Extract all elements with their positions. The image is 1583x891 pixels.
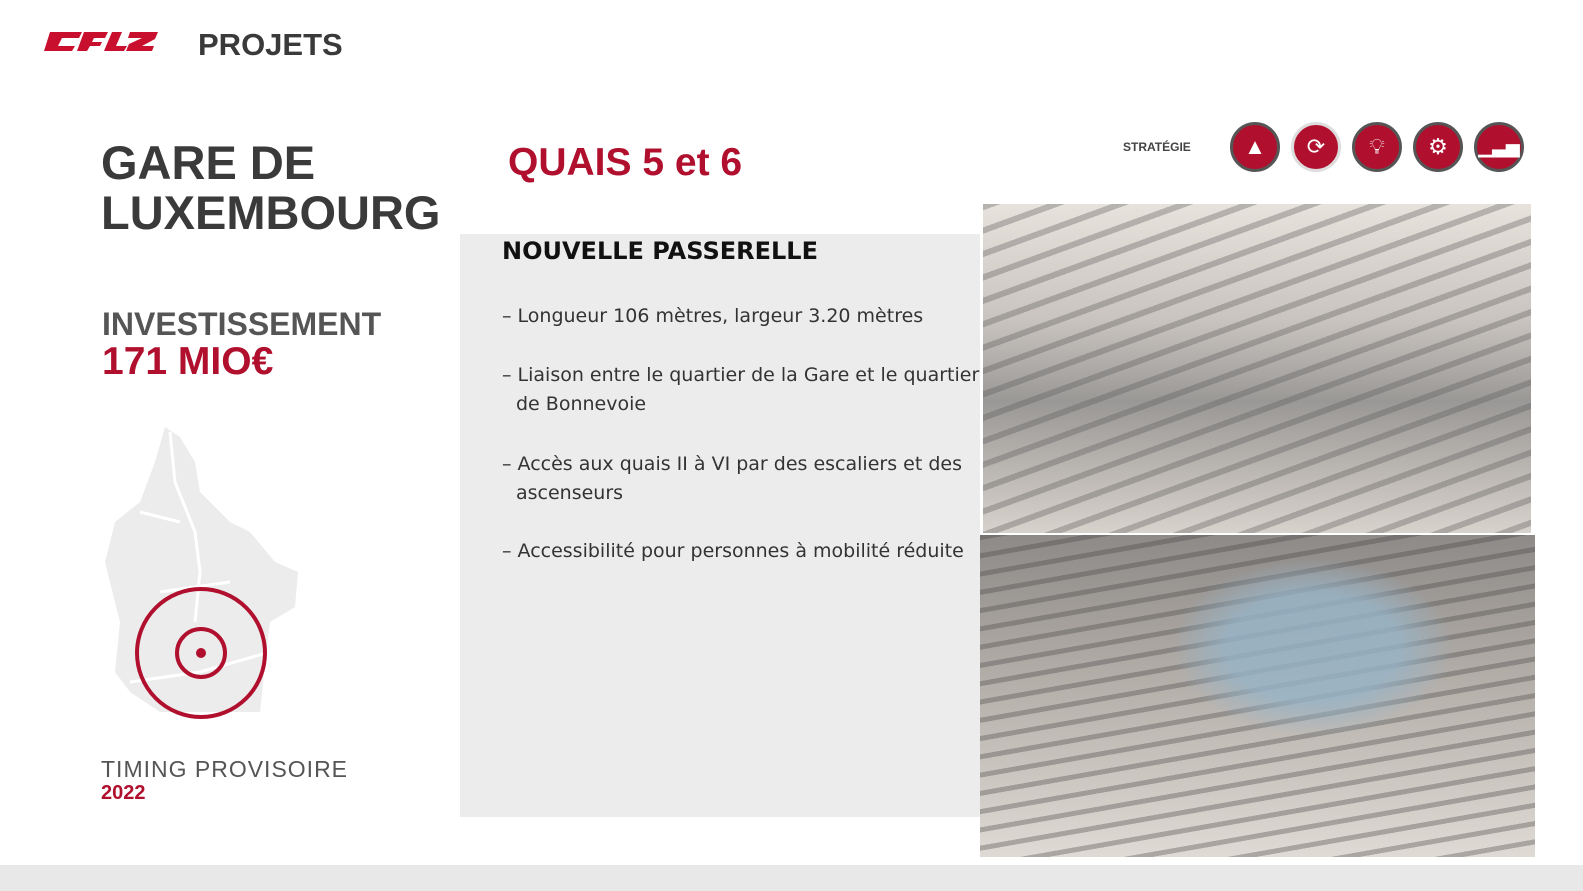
- strategy-label: STRATÉGIE: [1123, 140, 1191, 154]
- luxembourg-map: [100, 422, 305, 722]
- lightbulb-icon: 💡︎: [1352, 122, 1402, 172]
- footbridge-aerial-render: [983, 204, 1531, 533]
- cfl-logo: [42, 30, 160, 52]
- footbridge-elevator-render: [980, 535, 1535, 857]
- speed-train-icon: ⟳: [1291, 122, 1341, 172]
- timing-value: 2022: [101, 782, 146, 804]
- timing-label: TIMING PROVISOIRE: [101, 756, 349, 782]
- warning-icon: ▲: [1230, 122, 1280, 172]
- bullet-item: – Accessibilité pour personnes à mobilité réduite: [502, 540, 964, 562]
- gears-icon: ⚙: [1413, 122, 1463, 172]
- project-name: QUAIS 5 et 6: [508, 141, 743, 184]
- project-subtitle: NOUVELLE PASSERELLE: [502, 237, 818, 265]
- title-line: GARE DE: [101, 136, 316, 189]
- title-line: LUXEMBOURG: [101, 186, 441, 239]
- investment-label: INVESTISSEMENT: [102, 306, 382, 342]
- bullet-item: – Liaison entre le quartier de la Gare et le quartier de Bonnevoie: [502, 364, 980, 415]
- investment-value: 171 MIO€: [102, 340, 274, 383]
- section-title: PROJETS: [198, 27, 343, 62]
- footer-bar: [0, 865, 1583, 891]
- bullet-item: – Longueur 106 mètres, largeur 3.20 mètres: [502, 305, 924, 327]
- growth-chart-icon: ▁▃▅: [1474, 122, 1524, 172]
- bullet-item: – Accès aux quais II à VI par des escaliers et des ascenseurs: [502, 453, 962, 504]
- page-title: [101, 138, 440, 238]
